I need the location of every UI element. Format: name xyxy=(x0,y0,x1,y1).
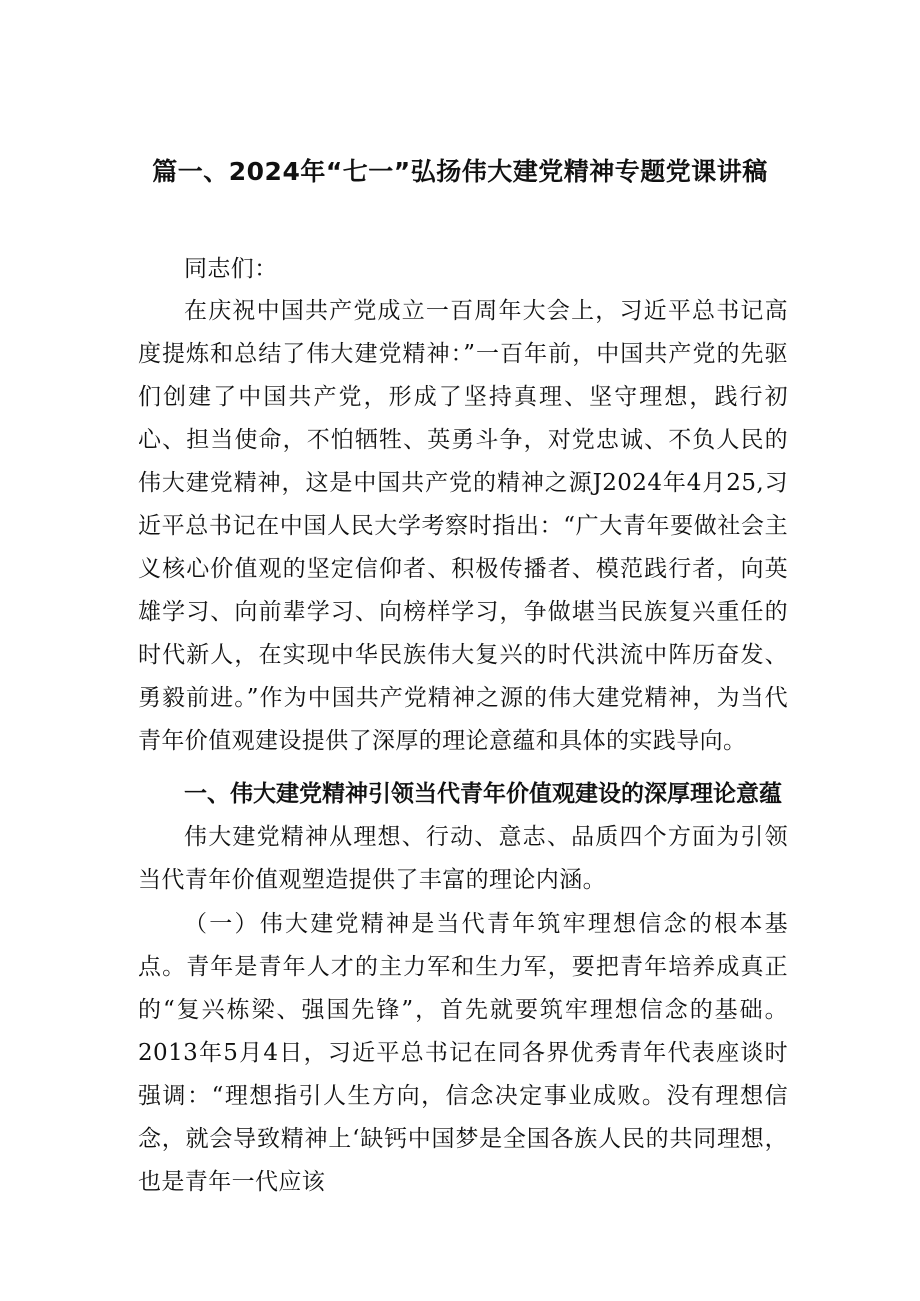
paragraph-subsection-one: （一）伟大建党精神是当代青年筑牢理想信念的根本基点。青年是青年人才的主力军和生力军，要把青年培养成真正的“复兴栋梁、强国先锋”，首先就要筑牢理想信念的基础。2013年5月4日，习近平总书记在同各界优秀青年代表座谈时强调：“理想指引人生方向，信念决定事业成败。没有理想信念，就会导致精神上‘缺钙中国梦是全国各族人民的共同理想，也是青年一代应该 xyxy=(138,911,788,1195)
document-title: 篇一、2024年“七一”弘扬伟大建党精神专题党课讲稿 xyxy=(152,157,768,186)
salutation: 同志们： xyxy=(184,256,278,282)
paragraph-section-summary: 伟大建党精神从理想、行动、意志、品质四个方面为引领当代青年价值观塑造提供了丰富的理论内涵。 xyxy=(138,824,788,893)
paragraph-intro: 在庆祝中国共产党成立一百周年大会上，习近平总书记高度提炼和总结了伟大建党精神：”一百年前，中国共产党的先驱们创建了中国共产党，形成了坚持真理、坚守理想，践行初心、担当使命，不怕牺牲、英勇斗争，对党忠诚、不负人民的伟大建党精神，这是中国共产党的精神之源J2024年4月25,习近平总书记在中国人民大学考察时指出：“广大青年要做社会主义核心价值观的坚定信仰者、积极传播者、模范践行者，向英雄学习、向前辈学习、向榜样学习，争做堪当民族复兴重任的时代新人，在实现中华民族伟大复兴的时代洪流中阵历奋发、勇毅前进。”作为中国共产党精神之源的伟大建党精神，为当代青年价值观建设提供了深厚的理论意蕴和具体的实践导向。 xyxy=(138,298,788,754)
section-heading-one: 一、伟大建党精神引领当代青年价值观建设的深厚理论意蕴 xyxy=(184,781,782,807)
